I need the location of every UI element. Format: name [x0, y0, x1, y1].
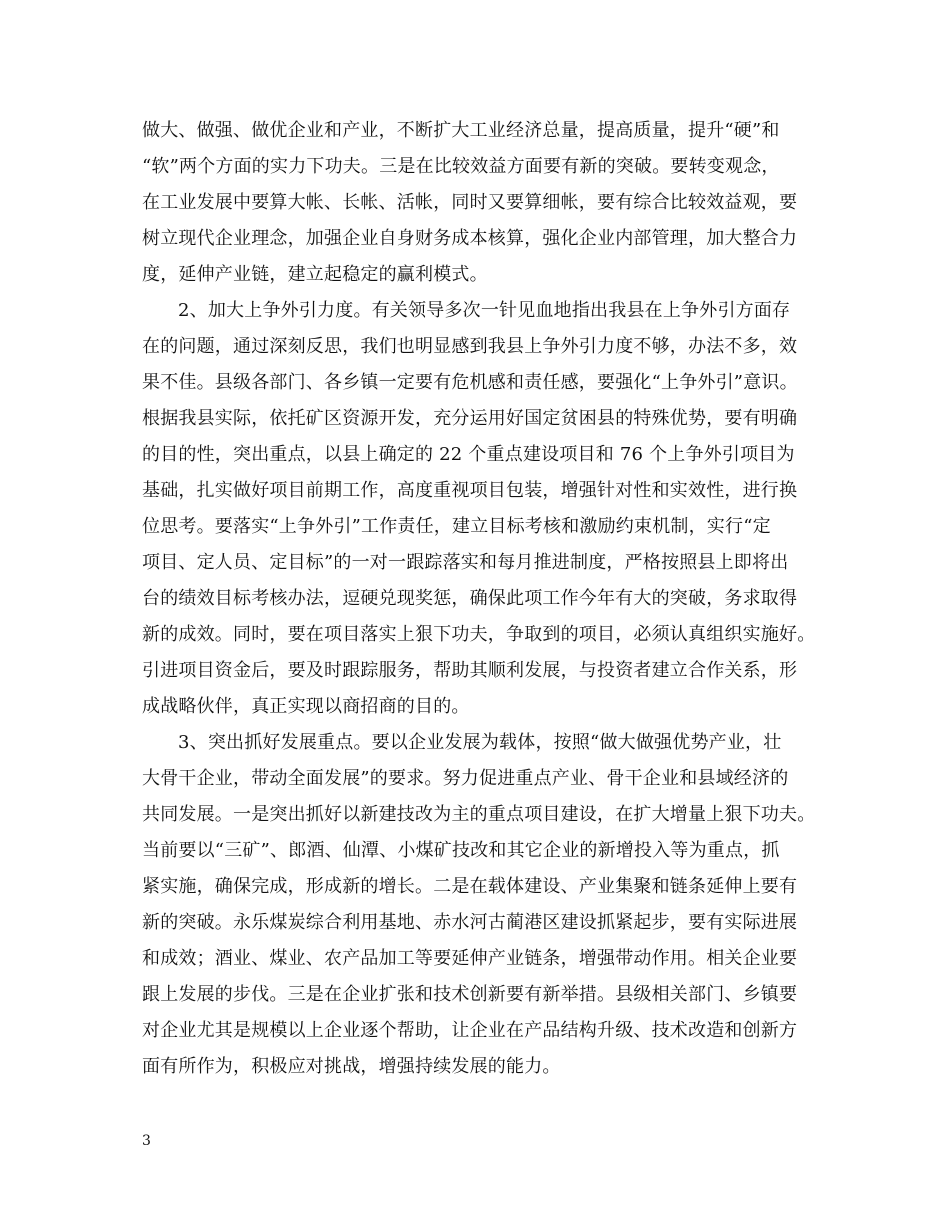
text-line: 根据我县实际，依托矿区资源开发，充分运用好国定贫困县的特殊优势，要有明确 — [142, 408, 798, 429]
text-line: 和成效；酒业、煤业、农产品加工等要延伸产业链条，增强带动作用。相关企业要 — [142, 948, 798, 969]
text-line: 引进项目资金后，要及时跟踪服务，帮助其顺利发展，与投资者建立合作关系，形 — [142, 660, 798, 681]
text-line: 树立现代企业理念，加强企业自身财务成本核算，强化企业内部管理，加大整合力 — [142, 228, 798, 249]
text-line: 跟上发展的步伐。三是在企业扩张和技术创新要有新举措。县级相关部门、乡镇要 — [142, 984, 798, 1005]
text-line: 当前要以“三矿”、郎酒、仙潭、小煤矿技改和其它企业的新增投入等为重点，抓 — [142, 840, 780, 861]
text-line: 紧实施，确保完成，形成新的增长。二是在载体建设、产业集聚和链条延伸上要有 — [142, 876, 798, 897]
text-line: “软”两个方面的实力下功夫。三是在比较效益方面要有新的突破。要转变观念， — [142, 156, 780, 177]
text-line: 位思考。要落实“上争外引”工作责任，建立目标考核和激励约束机制，实行“定 — [142, 516, 771, 537]
text-line: 在的问题，通过深刻反思，我们也明显感到我县上争外引力度不够，办法不多，效 — [142, 336, 798, 357]
text-line: 台的绩效目标考核办法，逗硬兑现奖惩，确保此项工作今年有大的突破，务求取得 — [142, 588, 798, 609]
text-line: 的目的性，突出重点，以县上确定的 22 个重点建设项目和 76 个上争外引项目为 — [142, 444, 795, 465]
text-line: 基础，扎实做好项目前期工作，高度重视项目包装，增强针对性和实效性，进行换 — [142, 480, 798, 501]
text-line: 做大、做强、做优企业和产业，不断扩大工业经济总量，提高质量，提升“硬”和 — [142, 120, 780, 141]
paragraph-2-first-line: 2、加大上争外引力度。有关领导多次一针见血地指出我县在上争外引方面存 — [178, 300, 791, 321]
text-line: 大骨干企业，带动全面发展”的要求。努力促进重点产业、骨干企业和县域经济的 — [142, 768, 789, 789]
text-line: 对企业尤其是规模以上企业逐个帮助，让企业在产品结构升级、技术改造和创新方 — [142, 1020, 798, 1041]
paragraph-3-first-line: 3、突出抓好发展重点。要以企业发展为载体，按照“做大做强优势产业，壮 — [178, 732, 782, 753]
text-line: 果不佳。县级各部门、各乡镇一定要有危机感和责任感，要强化“上争外引”意识。 — [142, 372, 798, 393]
text-line: 新的成效。同时，要在项目落实上狠下功夫，争取到的项目，必须认真组织实施好。 — [142, 624, 816, 645]
text-line: 在工业发展中要算大帐、长帐、活帐，同时又要算细帐，要有综合比较效益观，要 — [142, 192, 798, 213]
page-number: 3 — [142, 1133, 151, 1149]
text-line: 共同发展。一是突出抓好以新建技改为主的重点项目建设，在扩大增量上狠下功夫。 — [142, 804, 816, 825]
text-line: 成战略伙伴，真正实现以商招商的目的。 — [142, 696, 470, 717]
text-line: 新的突破。永乐煤炭综合利用基地、赤水河古蔺港区建设抓紧起步，要有实际进展 — [142, 912, 798, 933]
text-line: 项目、定人员、定目标”的一对一跟踪落实和每月推进制度，严格按照县上即将出 — [142, 552, 789, 573]
text-line: 度，延伸产业链，建立起稳定的赢利模式。 — [142, 264, 488, 285]
text-line: 面有所作为，积极应对挑战，增强持续发展的能力。 — [142, 1056, 561, 1077]
